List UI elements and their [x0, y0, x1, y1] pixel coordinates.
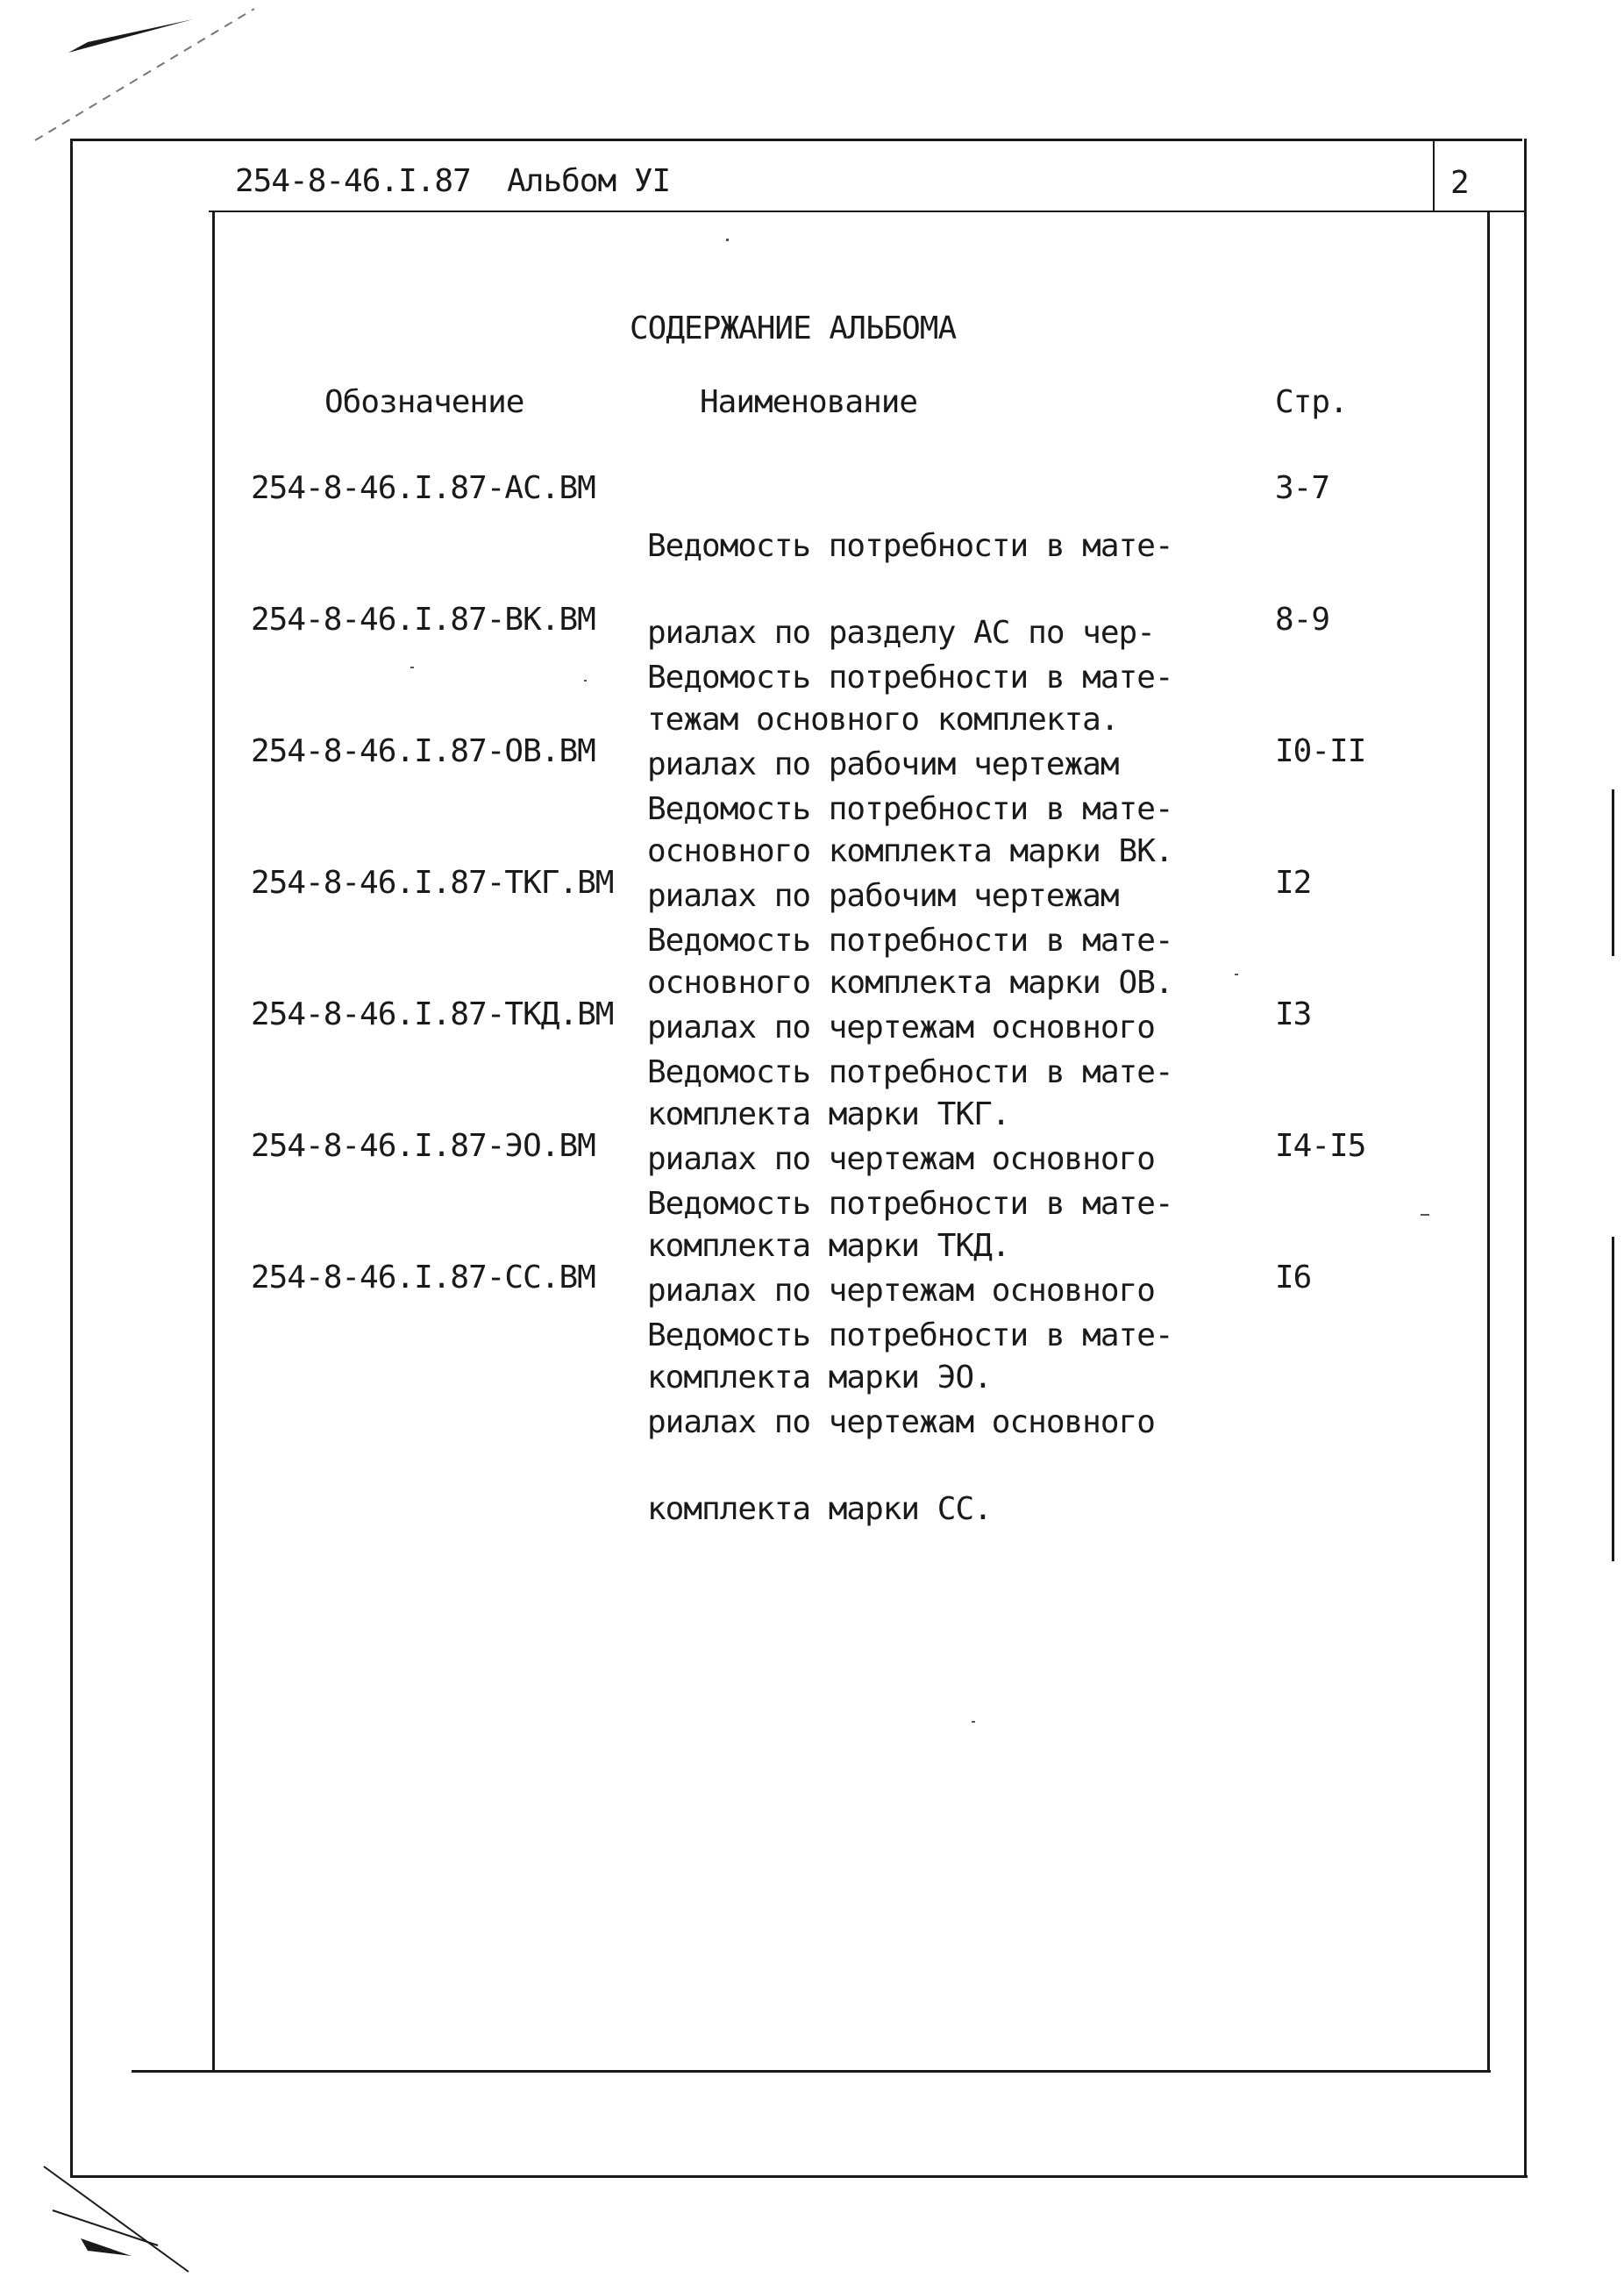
- row-designation: 254-8-46.I.87-BK.BM: [251, 602, 595, 638]
- page-number-box-left: [1433, 139, 1435, 212]
- row-name-line: Ведомость потребности в мате-: [647, 791, 1173, 827]
- outer-frame-left: [70, 139, 73, 2177]
- row-name-line: риалах по чертежам основного: [647, 1404, 1155, 1440]
- row-name-line: Ведомость потребности в мате-: [647, 1317, 1173, 1353]
- row-name-line: риалах по чертежам основного: [647, 1273, 1155, 1309]
- row-name-line: комплекта марки СС.: [647, 1491, 992, 1527]
- scan-speck: [584, 680, 587, 682]
- row-page: I0-II: [1275, 733, 1366, 769]
- bottom-left-wedge-mark: [81, 2238, 132, 2256]
- row-name-line: тежам основного комплекта.: [647, 702, 1119, 738]
- header-separator-line: [209, 211, 1524, 212]
- row-name-line: комплекта марки ТКГ.: [647, 1096, 1010, 1132]
- outer-frame-right: [1524, 139, 1527, 2178]
- row-name-line: риалах по чертежам основного: [647, 1010, 1155, 1046]
- row-name-line: риалах по рабочим чертежам: [647, 878, 1119, 914]
- row-name-line: комплекта марки ТКД.: [647, 1228, 1010, 1264]
- scan-speck: [410, 667, 414, 668]
- row-page: I2: [1275, 865, 1312, 901]
- top-left-wedge-mark: [68, 19, 193, 53]
- row-page: 8-9: [1275, 602, 1330, 638]
- row-name-line: Ведомость потребности в мате-: [647, 528, 1173, 564]
- row-name-line: комплекта марки ЭО.: [647, 1360, 992, 1395]
- inner-frame-bottom: [132, 2070, 1491, 2073]
- top-left-dashed-mark: [35, 9, 254, 140]
- column-header-name: Наименование: [700, 384, 918, 420]
- row-page: I4-I5: [1275, 1128, 1366, 1164]
- scan-speck: [1235, 974, 1238, 975]
- row-name-line: основного комплекта марки ОВ.: [647, 965, 1173, 1001]
- row-name: [647, 1263, 1173, 1581]
- row-page: I3: [1275, 996, 1312, 1032]
- bottom-left-diagonal-mark-2: [53, 2210, 158, 2245]
- outer-frame-top: [70, 139, 1522, 141]
- inner-frame-right: [1487, 211, 1490, 2072]
- document-code-header: 254-8-46.I.87 Альбом УI: [235, 163, 671, 199]
- row-name-line: Ведомость потребности в мате-: [647, 923, 1173, 959]
- page-number: 2: [1450, 165, 1469, 201]
- row-page: 3-7: [1275, 470, 1330, 506]
- outer-frame-bottom: [70, 2175, 1528, 2178]
- page-title: СОДЕРЖАНИЕ АЛЬБОМА: [630, 310, 957, 346]
- row-designation: 254-8-46.I.87-AC.BM: [251, 470, 595, 506]
- row-designation: 254-8-46.I.87-ЭO.BM: [251, 1128, 595, 1164]
- row-page: I6: [1275, 1260, 1312, 1296]
- inner-frame-left: [212, 211, 215, 2072]
- row-designation: 254-8-46.I.87-TKД.BM: [251, 996, 614, 1032]
- column-header-designation: Обозначение: [324, 384, 524, 420]
- row-name-line: Ведомость потребности в мате-: [647, 1054, 1173, 1090]
- scan-speck: [972, 1721, 975, 1723]
- scan-speck: [1421, 1214, 1429, 1216]
- row-name-line: риалах по рабочим чертежам: [647, 746, 1119, 782]
- row-designation: 254-8-46.I.87-OB.BM: [251, 733, 595, 769]
- row-designation: 254-8-46.I.87-CC.BM: [251, 1260, 595, 1296]
- row-name-line: риалах по чертежам основного: [647, 1141, 1155, 1177]
- row-name-line: риалах по разделу АС по чер-: [647, 615, 1155, 651]
- row-name-line: Ведомость потребности в мате-: [647, 1186, 1173, 1222]
- right-edge-mark-1: [1612, 789, 1614, 956]
- right-edge-mark-2: [1612, 1237, 1614, 1561]
- scan-speck: [726, 239, 729, 241]
- column-header-page: Стр.: [1275, 384, 1348, 420]
- bottom-left-diagonal-mark: [44, 2166, 189, 2272]
- row-name-line: Ведомость потребности в мате-: [647, 660, 1173, 696]
- row-designation: 254-8-46.I.87-TKГ.BM: [251, 865, 614, 901]
- row-name-line: основного комплекта марки ВК.: [647, 833, 1173, 869]
